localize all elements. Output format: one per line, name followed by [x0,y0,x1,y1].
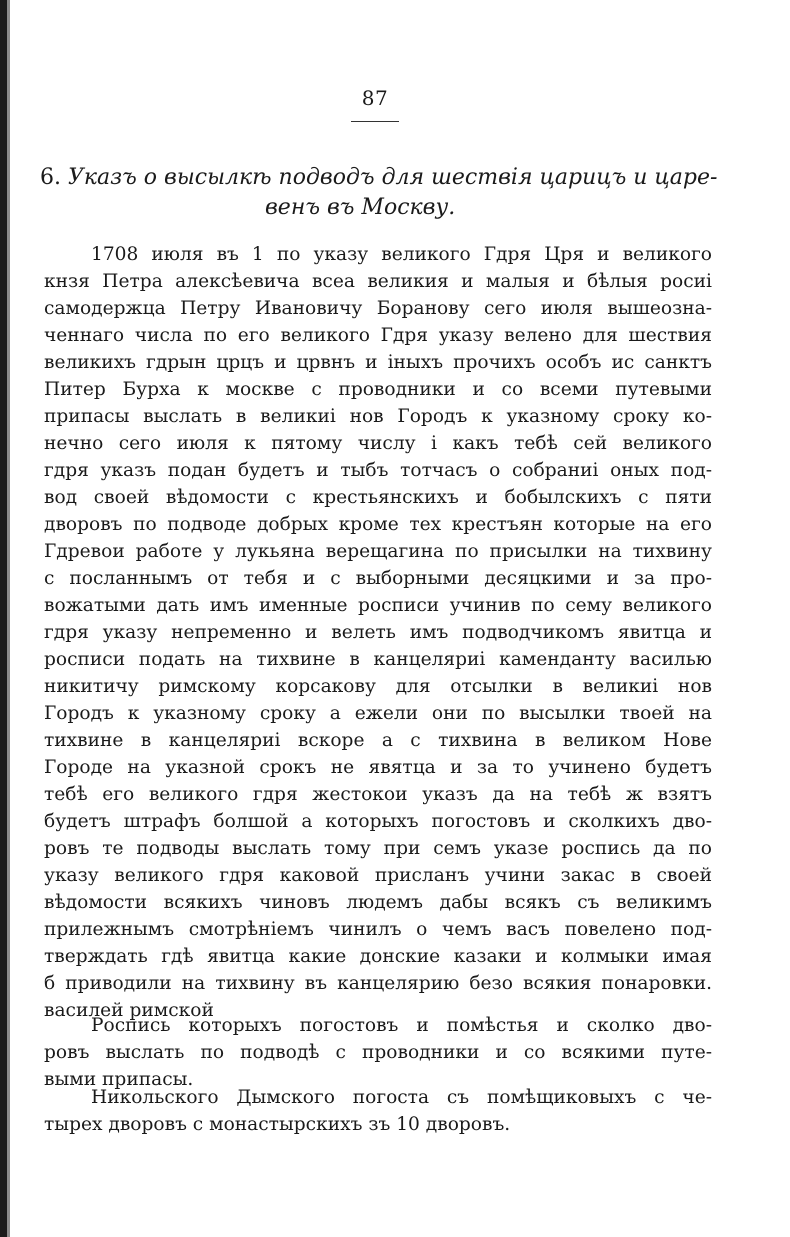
text-line: никитичу римскому корсакову для отсылки в великиі нов [44,676,712,697]
text-line: нечно сего июля к пятому числу і какъ тебѣ сей великого [44,433,712,454]
text-line: прилежнымъ смотрѣніемъ чинилъ о чемъ васъ повелено под- [44,919,712,940]
text-line: вѣдомости всякихъ чиновъ людемъ дабы всякъ съ великимъ [44,892,712,913]
text-line: Питер Бурха к москве с проводники и со всеми путевыми [44,379,712,400]
list-intro-paragraph [44,1012,712,1093]
text-line: ровъ выслать по подводѣ с проводники и со всякими путе- [44,1042,712,1063]
text-line: кнзя Петра алексѣевича всеа великия и малыя и бѣлыя росиі [44,271,712,292]
text-line: тырех дворовъ с монастырскихъ зъ 10 дворовъ. [44,1114,511,1135]
heading-title-line-2: венъ въ Москву. [265,195,456,220]
text-line: будетъ штрафъ болшой а которыхъ погостовъ и сколкихъ дво- [44,811,712,832]
text-line: дворовъ по подводе добрых кроме тех крестъян которые на его [44,514,712,535]
text-line: Городъ к указному сроку а ежели они по высылки твоей на [44,703,712,724]
text-line: 1708 июля въ 1 по указу великого Гдря Цря и великого [91,244,712,265]
document-number: 6. [40,165,61,190]
heading-line-1 [40,163,718,193]
text-line: великихъ гдрын црцъ и црвнъ и іныхъ прочихъ особъ ис санктъ [44,352,712,373]
text-line: припасы выслать в великиі нов Городъ к указному сроку ко- [44,406,712,427]
text-line: Гдревои работе у лукьяна верещагина по присылки на тихвину [44,541,712,562]
page-number-rule [351,121,399,122]
text-line: тебѣ его великого гдря жестокои указъ да на тебѣ ж взятъ [44,784,712,805]
page-number: 87 [361,86,389,110]
list-item-paragraph [44,1084,712,1138]
text-line: самодержца Петру Ивановичу Боранову сего июля вышеозна- [44,298,712,319]
text-line: выми припасы. [44,1069,194,1090]
text-line: указу великого гдря каковой присланъ учини закас в своей [44,865,712,886]
text-line: вожатыми дать имъ именные росписи учинив по сему великого [44,595,712,616]
heading-title-line-1: Указъ о высылкѣ подводъ для шествія царицъ и царе- [68,165,718,190]
text-line: ровъ те подводы выслать тому при семъ указе роспись да по [44,838,712,859]
scan-edge [0,0,7,1237]
text-line: гдря указъ подан будетъ и тыбъ тотчасъ о собраниі оных под- [44,460,712,481]
text-line: тихвине в канцеляриі вскоре а с тихвина в великом Нове [44,730,712,751]
text-line: росписи подать на тихвине в канцеляриі каменданту василью [44,649,712,670]
text-line: гдря указу непременно и велеть имъ подводчикомъ явитца и [44,622,712,643]
text-line: тверждать гдѣ явитца какие донские казаки и колмыки имая [44,946,712,967]
text-line: Роспись которыхъ погостовъ и помѣстья и сколко дво- [91,1015,712,1036]
text-line: Никольского Дымского погоста съ помѣщиковыхъ с че- [91,1087,712,1108]
text-line: ченнаго числа по его великого Гдря указу велено для шествия [44,325,712,346]
text-line: василей римской [44,1000,214,1021]
text-line: Городе на указной срокъ не явятца и за то учинено будетъ [44,757,712,778]
text-line: с посланнымъ от тебя и с выборными десяцкими и за про- [44,568,712,589]
text-line: б приводили на тихвину въ канцелярию безо всякия понаровки. [44,973,712,994]
text-line: вод своей вѣдомости с крестьянскихъ и бобылскихъ с пяти [44,487,712,508]
decree-body [44,241,712,1024]
document-heading [40,163,718,223]
